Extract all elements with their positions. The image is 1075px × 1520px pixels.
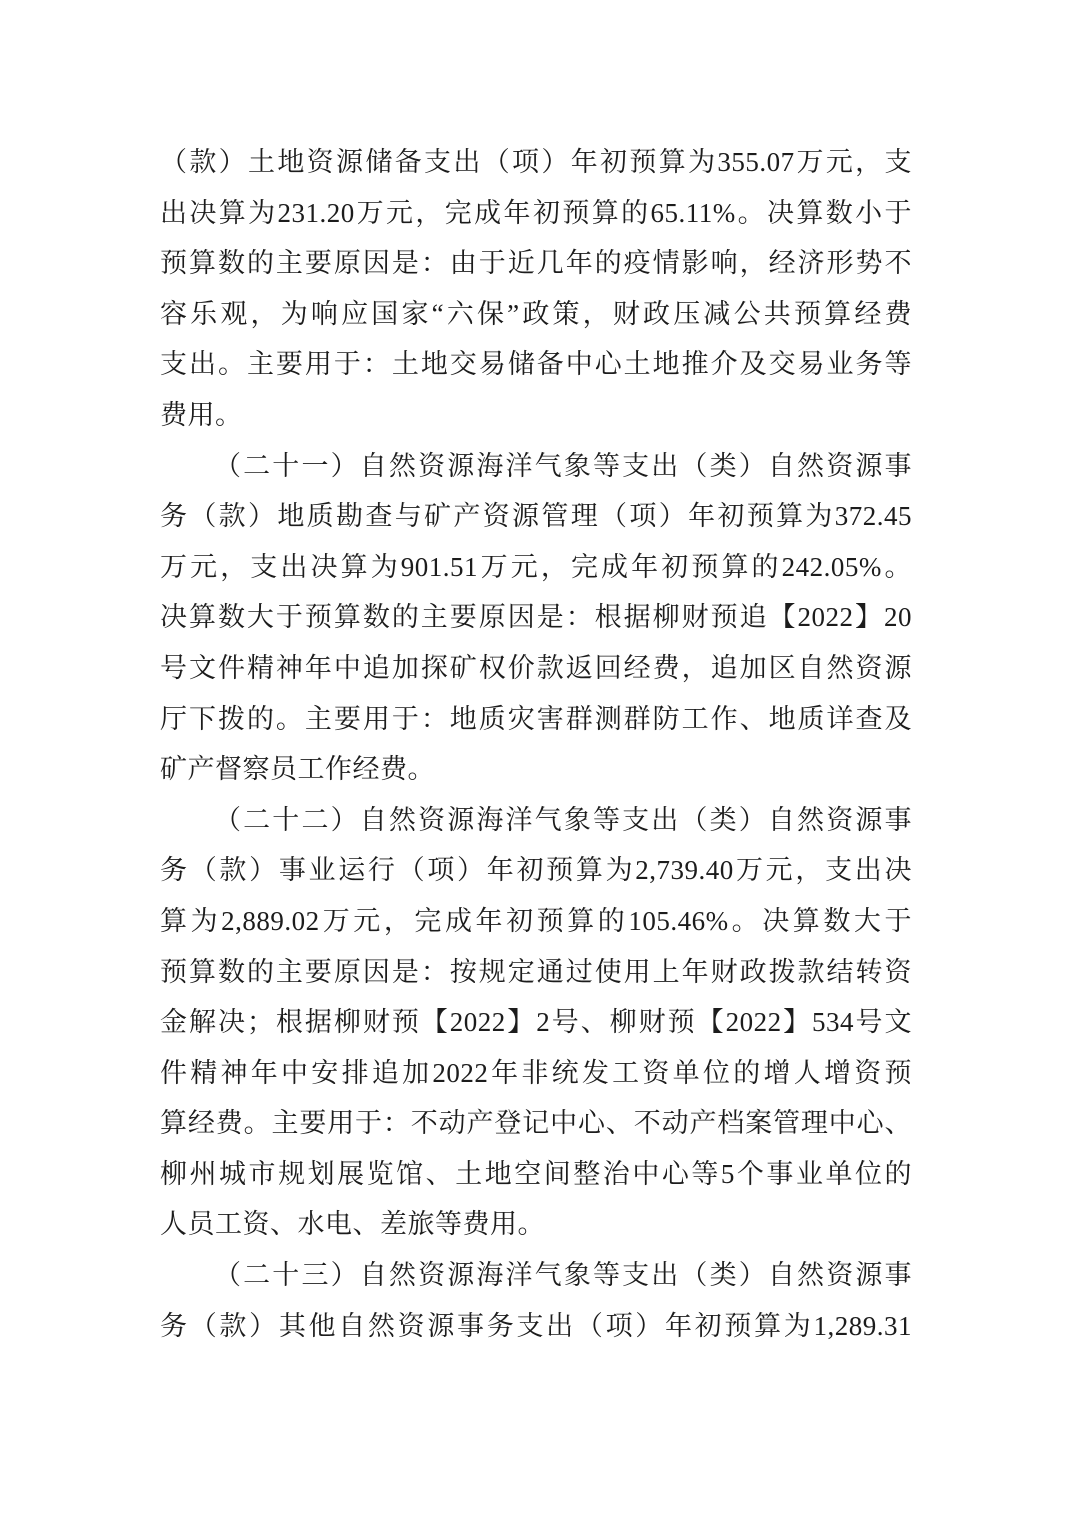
text-line: 务（款）其他自然资源事务支出（项）年初预算为1,289.31 xyxy=(160,1310,912,1341)
text-line: 务（款）事业运行（项）年初预算为2,739.40万元，支出决 xyxy=(160,855,912,886)
text-line: 厅下拨的。主要用于：地质灾害群测群防工作、地质详查及 xyxy=(160,703,912,734)
text-line: 人员工资、水电、差旅等费用。 xyxy=(160,1209,545,1240)
text-line: 算经费。主要用于：不动产登记中心、不动产档案管理中心、 xyxy=(160,1108,912,1139)
text-line: 算为2,889.02万元，完成年初预算的105.46%。决算数大于 xyxy=(160,905,912,936)
text-line: 费用。 xyxy=(160,399,243,430)
text-line: 预算数的主要原因是：按规定通过使用上年财政拨款结转资 xyxy=(160,956,912,987)
text-line: （二十三）自然资源海洋气象等支出（类）自然资源事 xyxy=(214,1260,912,1291)
text-line: 出决算为231.20万元，完成年初预算的65.11%。决算数小于 xyxy=(160,197,912,228)
text-line: 金解决；根据柳财预【2022】2号、柳财预【2022】534号文 xyxy=(160,1007,912,1038)
text-line: 务（款）地质勘查与矿产资源管理（项）年初预算为372.45 xyxy=(160,501,912,532)
paragraph-item-21 xyxy=(160,441,912,795)
text-line: 柳州城市规划展览馆、土地空间整治中心等5个事业单位的 xyxy=(160,1158,912,1189)
document-body xyxy=(160,137,912,1351)
paragraph-continuation xyxy=(160,137,912,441)
text-line: （二十二）自然资源海洋气象等支出（类）自然资源事 xyxy=(214,804,912,835)
text-line: 万元，支出决算为901.51万元，完成年初预算的242.05%。 xyxy=(160,551,912,582)
text-line: （款）土地资源储备支出（项）年初预算为355.07万元，支 xyxy=(160,147,912,177)
text-line: 预算数的主要原因是：由于近几年的疫情影响，经济形势不 xyxy=(160,248,912,279)
paragraph-item-22 xyxy=(160,795,912,1250)
text-line: 决算数大于预算数的主要原因是：根据柳财预追【2022】20 xyxy=(160,602,912,633)
text-line: 件精神年中安排追加2022年非统发工资单位的增人增资预 xyxy=(160,1057,912,1088)
text-line: 矿产督察员工作经费。 xyxy=(160,754,435,785)
text-line: （二十一）自然资源海洋气象等支出（类）自然资源事 xyxy=(214,450,912,481)
text-line: 容乐观，为响应国家“六保”政策，财政压减公共预算经费 xyxy=(160,298,912,329)
text-line: 号文件精神年中追加探矿权价款返回经费，追加区自然资源 xyxy=(160,652,912,683)
paragraph-item-23 xyxy=(160,1250,912,1351)
text-line: 支出。主要用于：土地交易储备中心土地推介及交易业务等 xyxy=(160,349,912,380)
